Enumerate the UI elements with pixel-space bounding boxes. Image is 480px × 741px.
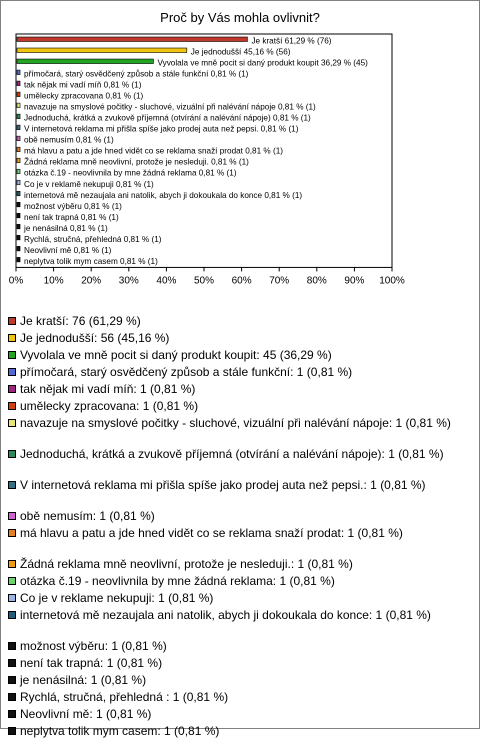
- legend-label: Žádná reklama mně neovlivní, protože je nesleduji.: 1 (0,81 %): [20, 557, 353, 571]
- legend-swatch: [8, 676, 16, 684]
- legend-label: neplytva tolik mym casem: 1 (0,81 %): [20, 724, 220, 738]
- bar: [17, 257, 20, 262]
- legend-swatch: [8, 481, 16, 489]
- legend-label: internetová mě nezaujala ani natolik, abych ji dokoukala do konce: 1 (0,81 %): [20, 608, 431, 622]
- x-tick-label: 60%: [231, 275, 252, 287]
- legend-label: Rychlá, stručná, přehledná : 1 (0,81 %): [20, 690, 229, 704]
- legend-swatch: [8, 351, 16, 359]
- x-tick-label: 80%: [306, 275, 327, 287]
- bar-label: Žádná reklama mně neovlivní, protože je nesleduji. 0,81 % (1): [24, 157, 249, 167]
- legend-swatch: [8, 334, 16, 342]
- legend-label: navazuje na smyslové počitky - sluchové, vizuální při nalévání nápoje: 1 (0,81 %): [20, 416, 451, 430]
- bar-label: Neovlivní mě 0,81 % (1): [24, 245, 112, 255]
- bar: [17, 224, 20, 229]
- legend-item: [8, 382, 470, 399]
- legend-item: [8, 314, 470, 331]
- bar: [17, 235, 20, 240]
- legend-item: [8, 365, 470, 382]
- legend-swatch: [8, 560, 16, 568]
- legend-label: umělecky zpracovana: 1 (0,81 %): [20, 399, 199, 413]
- bar: [17, 180, 20, 185]
- legend-swatch: [8, 594, 16, 602]
- legend-swatch: [8, 659, 16, 667]
- legend-swatch: [8, 693, 16, 701]
- legend-swatch: [8, 385, 16, 393]
- legend-label: Jednoduchá, krátká a zvukově příjemná (otvírání a nalévání nápoje): 1 (0,81 %): [20, 447, 444, 461]
- legend-item: [8, 557, 470, 574]
- legend-label: tak nějak mi vadí míň: 1 (0,81 %): [20, 382, 196, 396]
- legend-label: není tak trapná: 1 (0,81 %): [20, 656, 163, 670]
- legend-swatch: [8, 317, 16, 325]
- legend-swatch: [8, 402, 16, 410]
- bar-label: navazuje na smyslové počitky - sluchové, vizuální při nalévání nápoje 0,81 % (1): [24, 102, 316, 112]
- legend-item: [8, 416, 470, 447]
- x-tick-label: 90%: [344, 275, 365, 287]
- bar-label: tak nějak mi vadí míň 0,81 % (1): [24, 80, 142, 90]
- legend-item: [8, 673, 470, 690]
- bar: [17, 202, 20, 207]
- legend-swatch: [8, 368, 16, 376]
- bar-label: Je kratší 61,29 % (76): [251, 36, 332, 46]
- legend-item: [8, 574, 470, 591]
- x-tick-label: 30%: [118, 275, 139, 287]
- legend-item: [8, 447, 470, 478]
- bar: [17, 147, 20, 152]
- legend-label: Neovlivní mě: 1 (0,81 %): [20, 707, 152, 721]
- bar: [17, 114, 20, 119]
- legend-swatch: [8, 611, 16, 619]
- legend-label: možnost výběru: 1 (0,81 %): [20, 639, 167, 653]
- bar: [17, 169, 20, 174]
- bar: [17, 37, 247, 42]
- bar-label: má hlavu a patu a jde hned vidět co se reklama snaží prodat 0,81 % (1): [24, 146, 284, 156]
- bar-label: možnost výběru 0,81 % (1): [24, 201, 122, 211]
- legend-swatch: [8, 727, 16, 735]
- bar: [17, 48, 187, 53]
- bar: [17, 81, 20, 86]
- bar-label: Co je v reklamě nekupuji 0,81 % (1): [24, 179, 154, 189]
- legend-label: Je kratší: 76 (61,29 %): [20, 314, 141, 328]
- legend-swatch: [8, 577, 16, 585]
- bar-label: obě nemusím 0,81 % (1): [24, 135, 114, 145]
- bar-label: otázka č.19 - neovlivnila by mne žádná reklama 0,81 % (1): [24, 168, 237, 178]
- legend-item: [8, 724, 470, 741]
- bar-label: přímočará, starý osvědčený způsob a stále funkční 0,81 % (1): [24, 69, 249, 79]
- legend-swatch: [8, 529, 16, 537]
- legend-item: [8, 639, 470, 656]
- bar-label: Jednoduchá, krátká a zvukově příjemná (otvírání a nalévání nápoje) 0,81 % (1): [24, 113, 311, 123]
- legend-item: [8, 608, 470, 639]
- bar-label: není tak trapná 0,81 % (1): [24, 212, 119, 222]
- legend-item: [8, 690, 470, 707]
- x-tick-label: 70%: [269, 275, 290, 287]
- legend-item: [8, 591, 470, 608]
- legend-swatch: [8, 642, 16, 650]
- chart-legend: [8, 314, 470, 741]
- bar-label: V internetová reklama mi přišla spíše jako prodej auta než pepsi. 0,81 % (1): [24, 124, 299, 134]
- bar: [17, 125, 20, 130]
- bar: [17, 70, 20, 75]
- legend-swatch: [8, 512, 16, 520]
- bar-label: Je jednodušší 45,16 % (56): [190, 47, 291, 57]
- legend-item: [8, 509, 470, 526]
- bar-label: je nenásilná 0,81 % (1): [24, 223, 108, 233]
- bar: [17, 213, 20, 218]
- x-tick-label: 20%: [81, 275, 102, 287]
- x-tick-label: 10%: [43, 275, 64, 287]
- chart-title: Proč by Vás mohla ovlivnit?: [160, 10, 320, 25]
- bar-label: Rychlá, stručná, přehledná 0,81 % (1): [24, 234, 162, 244]
- legend-swatch: [8, 419, 16, 427]
- x-tick-label: 40%: [156, 275, 177, 287]
- legend-swatch: [8, 450, 16, 458]
- legend-label: Co je v reklame nekupuji: 1 (0,81 %): [20, 591, 214, 605]
- bar-label: internetová mě nezaujala ani natolik, abych ji dokoukala do konce 0,81 % (1): [24, 190, 303, 200]
- bar-label: neplytva tolik mym casem 0,81 % (1): [24, 256, 158, 266]
- legend-item: [8, 399, 470, 416]
- legend-label: Vyvolala ve mně pocit si daný produkt koupit: 45 (36,29 %): [20, 348, 332, 362]
- bar: [17, 92, 20, 97]
- bar: [17, 103, 20, 108]
- x-tick-label: 0%: [8, 275, 24, 287]
- legend-label: otázka č.19 - neovlivnila by mne žádná reklama: 1 (0,81 %): [20, 574, 335, 588]
- legend-item: [8, 478, 470, 509]
- legend-label: V internetová reklama mi přišla spíše jako prodej auta než pepsi.: 1 (0,81 %): [20, 478, 426, 492]
- legend-label: má hlavu a patu a jde hned vidět co se reklama snaží prodat: 1 (0,81 %): [20, 526, 403, 540]
- legend-label: je nenásilná: 1 (0,81 %): [20, 673, 147, 687]
- bar: [17, 59, 153, 64]
- bar: [17, 136, 20, 141]
- legend-item: [8, 348, 470, 365]
- bar-label: Vyvolala ve mně pocit si daný produkt koupit 36,29 % (45): [157, 58, 368, 68]
- x-tick-label: 50%: [193, 275, 215, 287]
- legend-item: [8, 656, 470, 673]
- legend-item: [8, 707, 470, 724]
- bar-label: umělecky zpracovana 0,81 % (1): [24, 91, 144, 101]
- legend-label: Je jednodušší: 56 (45,16 %): [20, 331, 170, 345]
- bar-chart-plot: [0, 0, 480, 310]
- legend-item: [8, 331, 470, 348]
- legend-swatch: [8, 710, 16, 718]
- bar: [17, 246, 20, 251]
- x-tick-label: 100%: [379, 275, 405, 287]
- bar: [17, 158, 20, 163]
- legend-label: obě nemusím: 1 (0,81 %): [20, 509, 155, 523]
- bar: [17, 191, 20, 196]
- legend-label: přímočará, starý osvědčený způsob a stále funkční: 1 (0,81 %): [20, 365, 353, 379]
- legend-item: [8, 526, 470, 557]
